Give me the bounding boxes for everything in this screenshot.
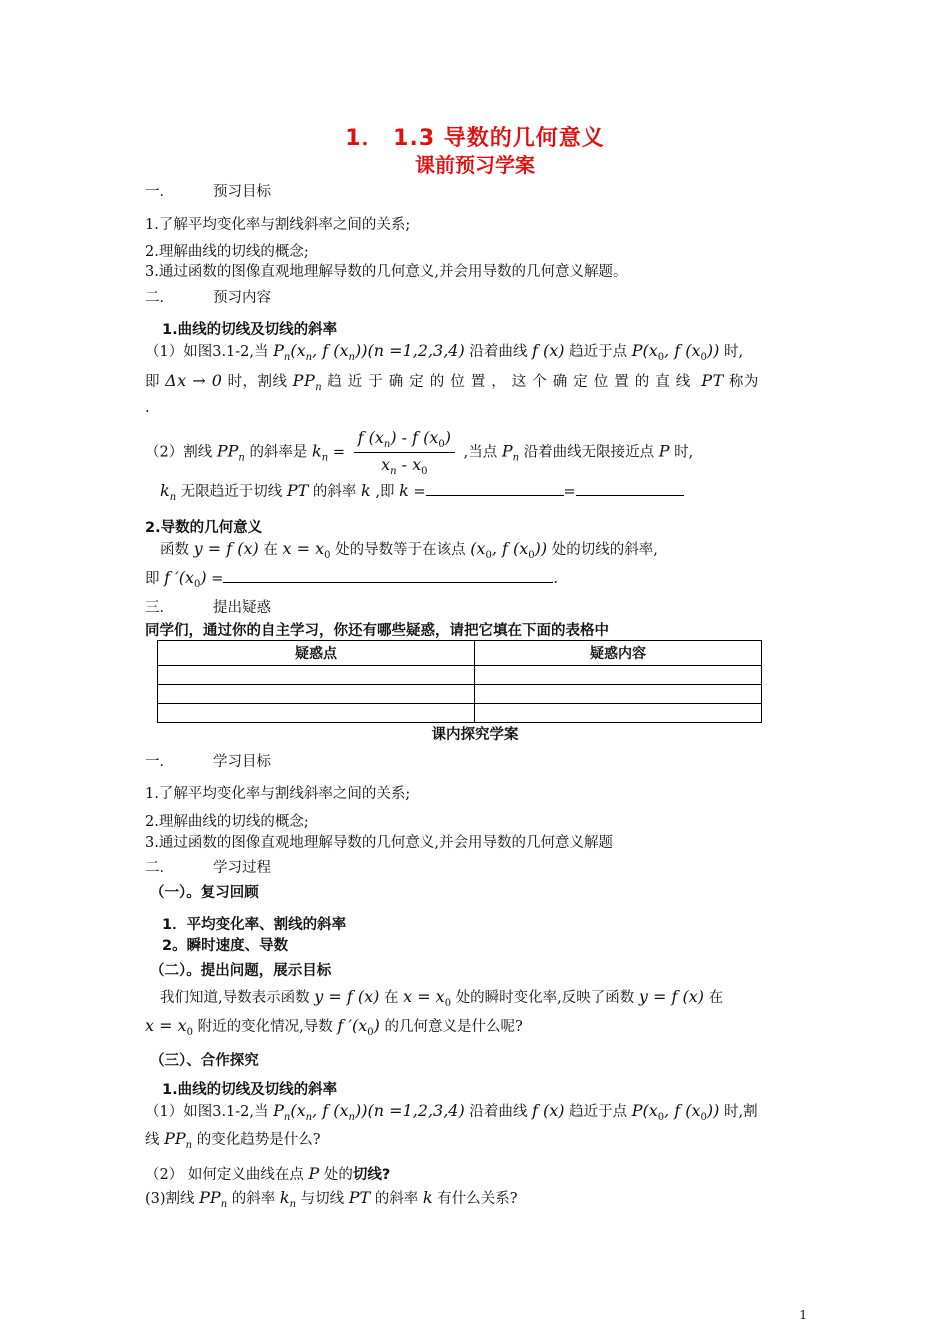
inclass-part1-item-1: 1．平均变化率、割线的斜率 — [162, 917, 347, 933]
page-number: 1 — [799, 1308, 807, 1322]
inclass-goal-3: 3.通过函数的图像直观地理解导数的几何意义,并会用导数的几何意义解题 — [145, 835, 613, 851]
pre-section-3 — [145, 596, 271, 617]
inclass-para-4: (3)割线 $PP_n$ 的斜率 $k_n$ 与切线 PT 的斜率 k 有什么关系? — [145, 1188, 518, 1210]
answer-blank[interactable] — [223, 568, 553, 583]
table-cell[interactable] — [475, 666, 762, 685]
inclass-para-2: 线 $PP_n$ 的变化趋势是什么? — [145, 1129, 321, 1151]
pre-section-2 — [145, 286, 271, 307]
inclass-heading-tangent: 1.曲线的切线及切线的斜率 — [162, 1082, 338, 1098]
table-row — [158, 666, 762, 685]
section-label: 学习过程 — [213, 860, 271, 876]
section-number: 二． — [145, 290, 174, 306]
inclass-para-3: （2） 如何定义曲线在点 P 处的切线? — [145, 1164, 391, 1183]
pre-section-1 — [145, 180, 271, 201]
table-cell[interactable] — [158, 704, 475, 723]
inclass-section-2 — [145, 856, 271, 877]
table-cell[interactable] — [158, 685, 475, 704]
pre-para-2: （2）割线 $PP_n$ 的斜率是 $k_n$ = $\frac{f (x_n) - f (x_0)}{x_n - x_0}$ ,当点 $P_n$ 沿着曲线无限接近点 P 时, — [145, 428, 694, 477]
section-number: 三． — [145, 600, 174, 616]
inclass-part-3: （三）、合作探究 — [150, 1053, 259, 1069]
pre-para-1c: . — [145, 400, 150, 416]
pre-goal-3: 3.通过函数的图像直观地理解导数的几何意义,并会用导数的几何意义解题。 — [145, 264, 628, 280]
pre-heading-tangent: 1.曲线的切线及切线的斜率 — [162, 322, 338, 338]
table-cell[interactable] — [475, 704, 762, 723]
slope-fraction: $\frac{f (x_n) - f (x_0)}{x_n - x_0}$ — [354, 428, 455, 477]
table-cell[interactable] — [158, 666, 475, 685]
section-number: 一． — [145, 754, 174, 770]
table-header: 疑惑点 — [158, 641, 475, 666]
inclass-question-2: $x = x_0$ 附近的变化情况,导数 f $'(x_0)$ 的几何意义是什么呢? — [145, 1016, 523, 1038]
answer-blank[interactable] — [576, 481, 684, 496]
table-row — [158, 704, 762, 723]
inclass-section-1 — [145, 750, 271, 771]
inclass-question-1: 我们知道,导数表示函数 y = f (x) 在 $x = x_0$ 处的瞬时变化率,反映了函数 y = f (x) 在 — [160, 987, 724, 1009]
table-row — [158, 685, 762, 704]
section-label: 预习内容 — [213, 290, 271, 306]
pre-para-1b: 即 Δx → 0 时，割线 $PP_n$ 趋近于确定的位置，这个确定位置的直线 PT 称为 — [145, 371, 759, 393]
section-number: 二． — [145, 860, 174, 876]
pre-para-1a: （1）如图3.1-2,当 $P_n(x_n$, f $(x_n))(n =1,2,3,4)$ 沿着曲线 f (x) 趋近于点 $P(x_0$, f $(x_0)$) 时, — [145, 341, 744, 363]
table-cell[interactable] — [475, 685, 762, 704]
inclass-part-2: （二）。提出问题，展示目标 — [150, 963, 332, 979]
pre-goal-2: 2.理解曲线的切线的概念; — [145, 244, 309, 260]
doubt-prompt: 同学们，通过你的自主学习，你还有哪些疑惑，请把它填在下面的表格中 — [145, 623, 609, 639]
document-title: 1． 1.3 导数的几何意义 — [345, 126, 605, 151]
document-subtitle: 课前预习学案 — [415, 153, 535, 177]
answer-blank[interactable] — [426, 481, 564, 496]
section-number: 一． — [145, 184, 174, 200]
section-label: 提出疑惑 — [213, 600, 271, 616]
section-label: 学习目标 — [213, 754, 271, 770]
inclass-heading: 课内探究学案 — [431, 727, 519, 743]
doubt-table — [157, 640, 762, 723]
pre-para-4: 函数 y = f (x) 在 $x = x_0$ 处的导数等于在该点 ($x_0$, f $(x_0)$) 处的切线的斜率, — [160, 539, 658, 561]
section-label: 预习目标 — [213, 184, 271, 200]
table-header: 疑惑内容 — [475, 641, 762, 666]
inclass-para-1: （1）如图3.1-2,当 $P_n(x_n$, f $(x_n))(n =1,2,3,4)$ 沿着曲线 f (x) 趋近于点 $P(x_0$, f $(x_0)$) 时,割 — [145, 1101, 758, 1123]
inclass-part-1: （一）。复习回顾 — [150, 885, 259, 901]
pre-goal-1: 1.了解平均变化率与割线斜率之间的关系; — [145, 217, 411, 233]
pre-para-3: $k_n$ 无限趋近于切线 PT 的斜率 k ,即 k = = — [160, 480, 684, 503]
pre-heading-geometric: 2.导数的几何意义 — [145, 520, 263, 536]
inclass-part1-item-2: 2。瞬时速度、导数 — [162, 938, 289, 954]
inclass-goal-2: 2.理解曲线的切线的概念; — [145, 814, 309, 830]
pre-para-5: 即 f $'(x_0)$ = . — [145, 568, 559, 590]
inclass-goal-1: 1.了解平均变化率与割线斜率之间的关系; — [145, 786, 411, 802]
